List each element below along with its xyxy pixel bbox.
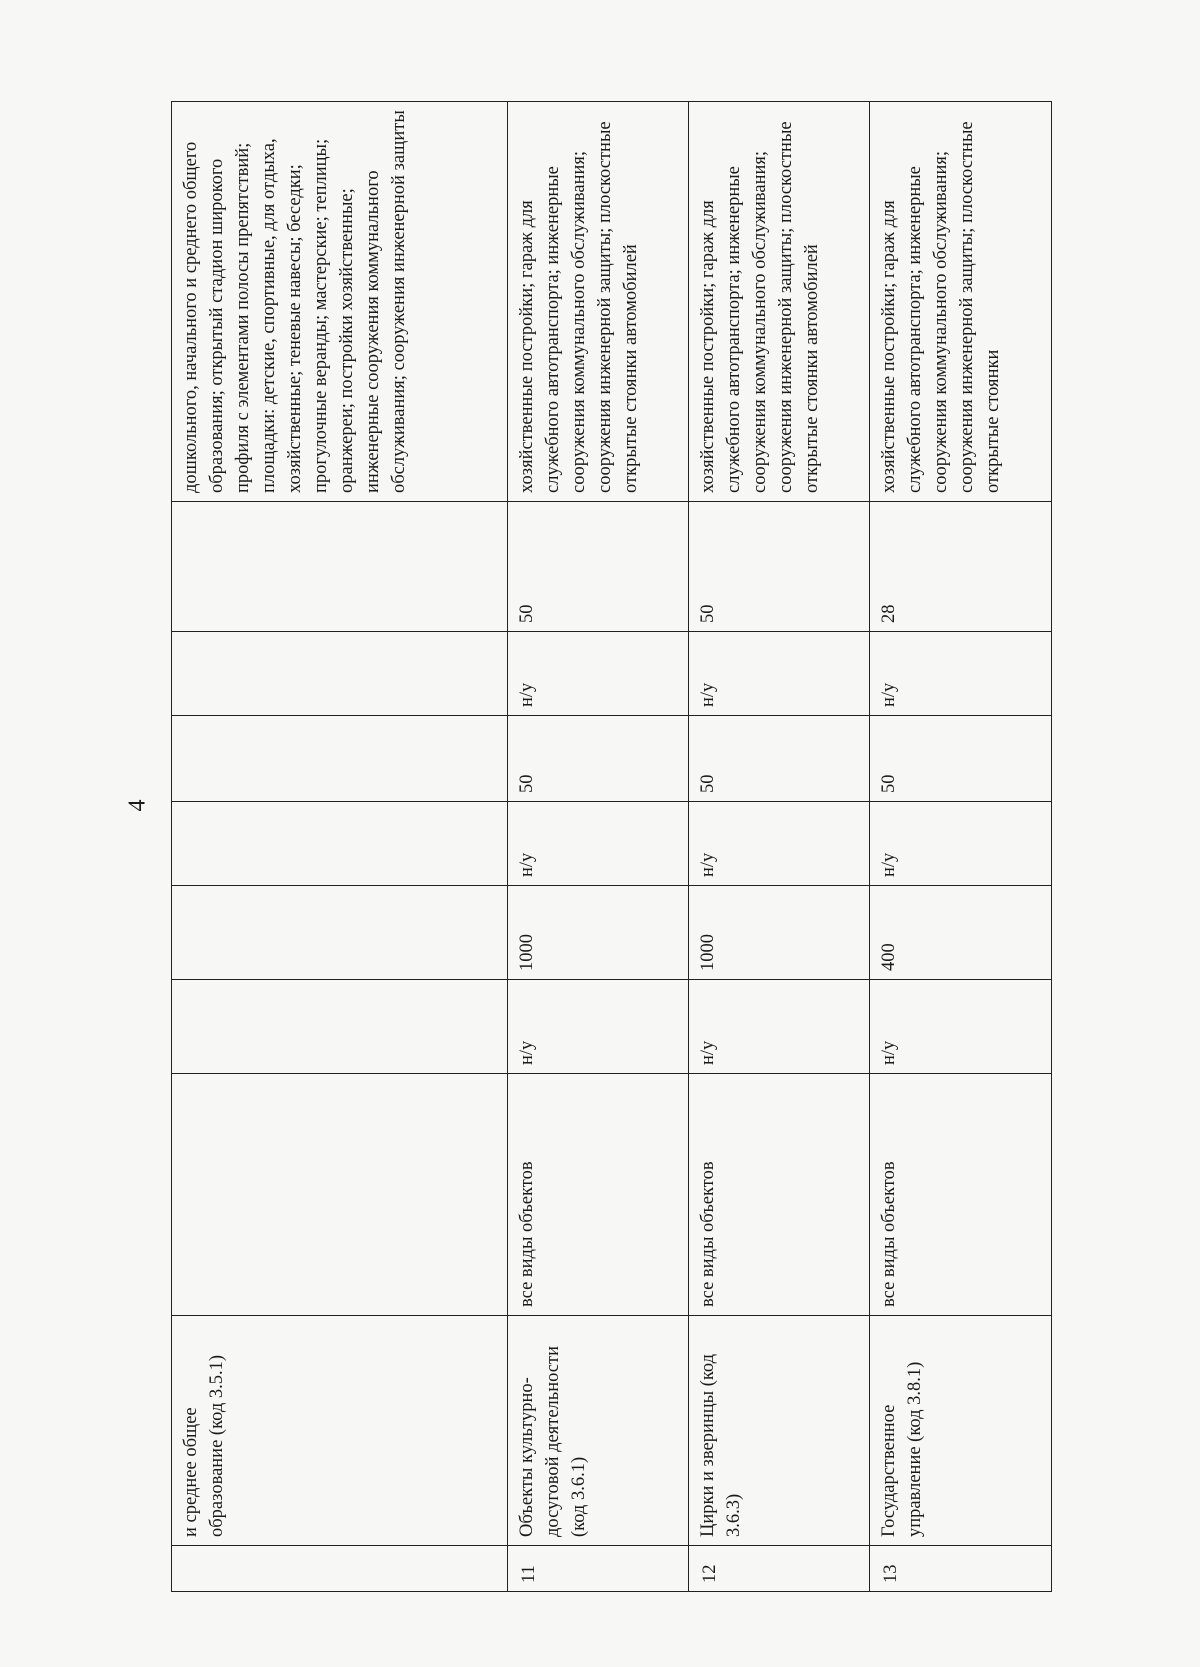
param-cell [172, 886, 508, 980]
table-row [172, 102, 508, 1592]
allowed-objects: все виды объектов [870, 1074, 1052, 1316]
page-number: 4 [124, 799, 151, 812]
param-cell: н/у [689, 980, 870, 1074]
row-number: 11 [508, 1546, 689, 1592]
param-cell: н/у [870, 980, 1052, 1074]
zoning-table [171, 101, 1052, 1592]
auxiliary-uses: хозяйственные постройки; гараж для служебного автотранспорта; инженерные сооружения коммунального обслуживания; сооружения инженерной защиты; плоскостные открытые стоянки [870, 102, 1052, 502]
param-cell [172, 980, 508, 1074]
row-number: 13 [870, 1546, 1052, 1592]
auxiliary-uses: дошкольного, начального и среднего общего образования; открытый стадион широкого профиля с элементами полосы препятствий; площадки: детские, спортивные, для отдыха, хозяйственные; теневые навесы; беседки; прогулочные веранды; мастерские; теплицы; оранжереи; постройки хозяйственные; инженерные сооружения коммунального обслуживания; сооружения инженерной защиты [172, 102, 508, 502]
land-use-name: и среднее общее образование (код 3.5.1) [172, 1316, 508, 1546]
param-cell: 50 [508, 716, 689, 802]
param-cell: 50 [689, 502, 870, 632]
allowed-objects [172, 1074, 508, 1316]
auxiliary-uses: хозяйственные постройки; гараж для служебного автотранспорта; инженерные сооружения коммунального обслуживания; сооружения инженерной защиты; плоскостные открытые стоянки автомобилей [508, 102, 689, 502]
param-cell: н/у [508, 802, 689, 886]
zoning-table-rotated [171, 102, 1051, 1592]
param-cell: н/у [689, 802, 870, 886]
row-number [172, 1546, 508, 1592]
allowed-objects: все виды объектов [508, 1074, 689, 1316]
param-cell: н/у [689, 632, 870, 716]
param-cell: 50 [689, 716, 870, 802]
param-cell: 50 [870, 716, 1052, 802]
table-row [870, 102, 1052, 1592]
param-cell: н/у [508, 632, 689, 716]
param-cell [172, 802, 508, 886]
allowed-objects: все виды объектов [689, 1074, 870, 1316]
param-cell [172, 632, 508, 716]
auxiliary-uses: хозяйственные постройки; гараж для служебного автотранспорта; инженерные сооружения коммунального обслуживания; сооружения инженерной защиты; плоскостные открытые стоянки автомобилей [689, 102, 870, 502]
param-cell: 28 [870, 502, 1052, 632]
land-use-name: Объекты культурно-досуговой деятельности (код 3.6.1) [508, 1316, 689, 1546]
table-row [689, 102, 870, 1592]
param-cell: 400 [870, 886, 1052, 980]
param-cell: н/у [508, 980, 689, 1074]
table-row [508, 102, 689, 1592]
param-cell: н/у [870, 802, 1052, 886]
param-cell: 1000 [689, 886, 870, 980]
param-cell [172, 716, 508, 802]
param-cell [172, 502, 508, 632]
land-use-name: Цирки и зверинцы (код 3.6.3) [689, 1316, 870, 1546]
row-number: 12 [689, 1546, 870, 1592]
param-cell: н/у [870, 632, 1052, 716]
land-use-name: Государственное управление (код 3.8.1) [870, 1316, 1052, 1546]
param-cell: 50 [508, 502, 689, 632]
param-cell: 1000 [508, 886, 689, 980]
